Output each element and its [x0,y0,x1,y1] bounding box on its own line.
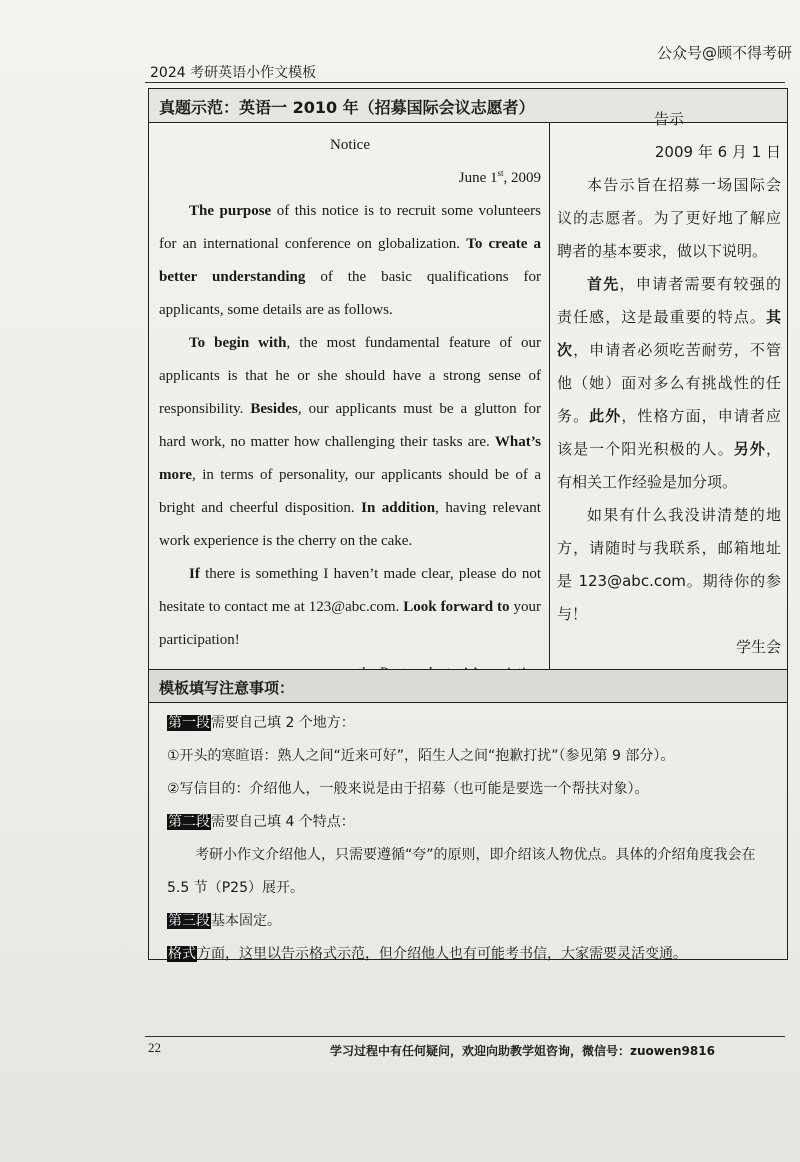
bold-phrase: Look forward to [403,599,510,615]
text-run: of this notice is to recruit some volunteers for an international conference on globalization. [159,203,542,252]
footer-text: 学习过程中有任何疑问，欢迎向助教学姐咨询，微信号：zuowen9816 [330,1044,715,1058]
notes-heading: 模板填写注意事项： [149,669,787,703]
chinese-signature: 学生会 [735,638,781,656]
bold-phrase: The purpose [189,203,272,219]
text-run: your participation! [159,599,542,648]
bold-phrase: Besides [250,401,298,417]
text-run: there is something I haven’t made clear, please do not hesitate to contact me at 123@abc.com. [159,566,541,615]
text-run: , the most fundamental feature of our applicants is that he or she should have a strong sense of responsibility. [159,335,541,417]
bold-phrase: If [189,566,200,582]
chinese-heading: 告示 [653,110,684,128]
note-para2-body: 考研小作文介绍他人，只需要遵循“夸”的原则，即介绍该人物优点。具体的介绍角度我会在 5.5 节（P25）展开。 [167,847,756,896]
para3-tag: 第三段 [168,913,210,929]
running-head: 2024 考研英语小作文模板 [150,65,317,81]
chinese-paragraph-2 [557,268,781,499]
bold-phrase: 此外 [589,407,622,425]
format-tag: 格式 [168,946,196,962]
notice-paragraph-3 [159,558,541,657]
notice-heading: Notice [330,137,370,153]
note-para1-item2: ②写信目的：介绍他人，一般来说是由于招募（也可能是要选一个帮扶对象）。 [167,781,649,797]
text-run: 本告示旨在招募一场国际会议的志愿者。为了更好地了解应聘者的基本要求，做以下说明。 [557,176,781,260]
note-para3: 第三段基本固定。 [168,913,281,929]
chinese-notice [557,103,781,664]
text-run: ，申请者必须吃苦耐劳，不管他（她）面对多么有挑战性的任务。 [557,341,781,425]
table-title: 真题示范：英语一 2010 年（招募国际会议志愿者） [149,89,787,123]
header-rule [145,82,785,83]
text-run: ，有相关工作经验是加分项。 [557,440,781,491]
text-run: 如果有什么我没讲清楚的地方，请随时与我联系，邮箱地址是 123@abc.com。期待你的参与！ [557,506,781,623]
column-divider [549,123,550,669]
note-format: 格式方面，这里以告示格式示范，但介绍他人也有可能考书信，大家需要灵活变通。 [168,946,687,962]
text-run: , in terms of personality, our applicants should be of a bright and cheerful disposition. [159,467,541,516]
bold-phrase: 其次 [557,308,781,359]
bold-phrase: In addition [361,500,436,516]
para2-tag: 第二段 [168,814,210,830]
template-notes [167,707,779,971]
footer-rule [145,1036,785,1037]
notice-date: June 1st, 2009 [458,168,541,186]
bold-phrase: To create a better understanding [159,236,542,285]
chinese-paragraph-3 [557,499,781,631]
text-run: , having relevant work experience is the cherry on the cake. [159,500,541,549]
template-table [148,88,788,960]
text-run: , our applicants must be a glutton for hard work, no matter how challenging their tasks are. [159,401,541,450]
english-notice [159,129,541,690]
para1-tag: 第一段 [168,715,210,731]
watermark: 公众号@顾不得考研 [656,44,792,62]
page-number: 22 [148,1040,161,1055]
bold-phrase: What’s more [159,434,541,483]
chinese-paragraph-1 [557,169,781,268]
note-para2: 第二段需要自己填 4 个特点： [168,814,355,830]
text-run: of the basic qualifications for applicants, some details are as follows. [159,269,541,318]
bold-phrase: To begin with [189,335,287,351]
text-run: ，性格方面，申请者应该是一个阳光积极的人。 [557,407,781,458]
bold-phrase: 首先 [587,275,620,293]
chinese-date: 2009 年 6 月 1 日 [654,143,781,161]
note-para1-item1: ①开头的寒暄语：熟人之间“近来可好”，陌生人之间“抱歉打扰”（参见第 9 部分）。 [167,748,675,764]
note-para1: 第一段需要自己填 2 个地方： [168,715,355,731]
text-run: ，申请者需要有较强的责任感，这是最重要的特点。 [557,275,781,326]
notice-paragraph-1 [159,195,541,327]
notice-paragraph-2 [159,327,541,558]
bold-phrase: 另外 [733,440,766,458]
